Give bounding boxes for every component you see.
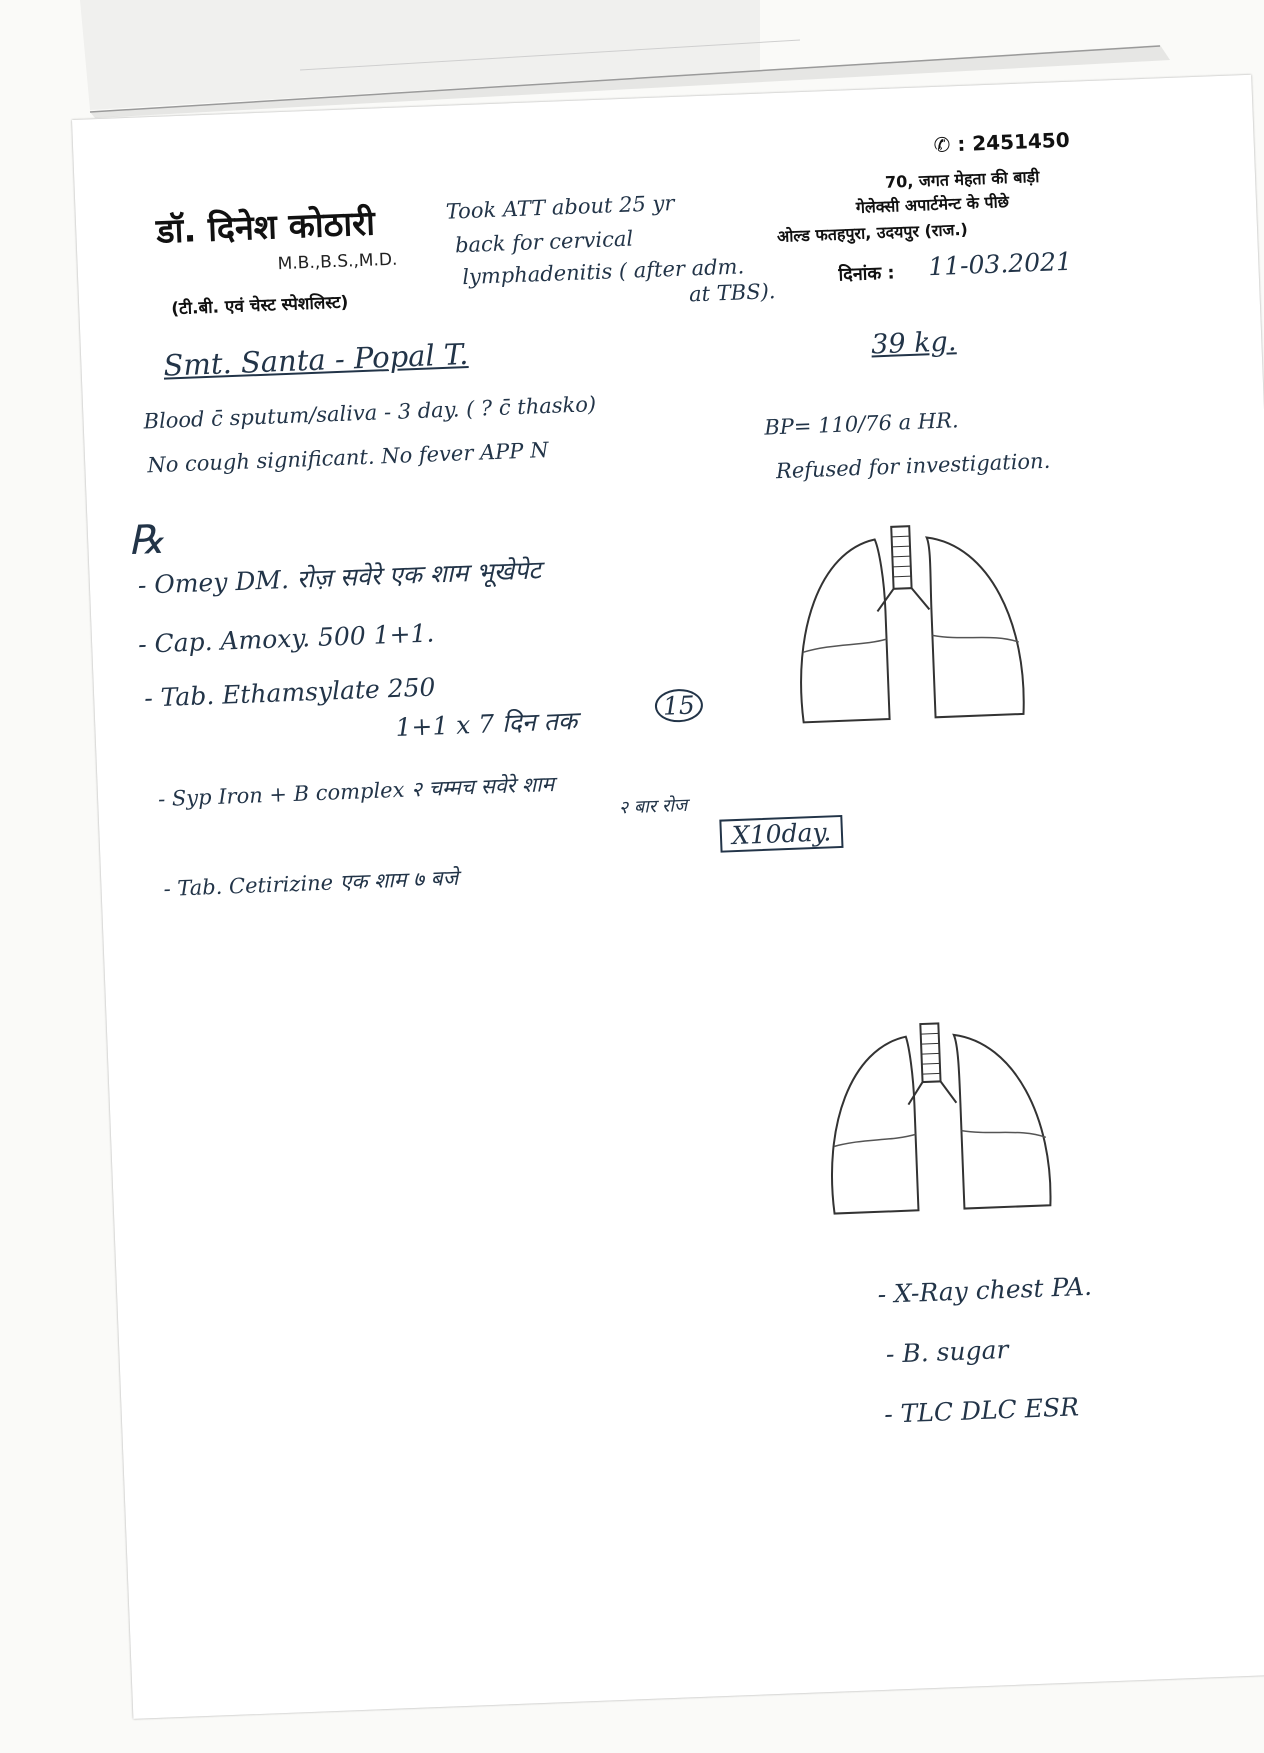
rx-item-3: - Tab. Ethamsylate 250	[143, 672, 436, 713]
history-line-1: Took ATT about 25 yr	[445, 190, 675, 224]
lung-diagram-lower	[807, 1012, 1074, 1222]
duration-box: X10day.	[719, 815, 843, 853]
lung-diagram-upper	[778, 513, 1046, 733]
blood-pressure: BP= 110/76 a HR.	[763, 408, 960, 440]
complaint-line-2: No cough significant. No fever APP N	[146, 437, 549, 478]
doctor-specialty: (टी.बी. एवं चेस्ट स्पेशलिस्ट)	[170, 292, 349, 320]
address-line-3: ओल्ड फतहपुरा, उदयपुर (राज.)	[776, 219, 969, 247]
history-line-3: lymphadenitis ( after adm.	[461, 254, 745, 290]
history-line-4: at TBS).	[688, 279, 776, 307]
doctor-degrees: M.B.,B.S.,M.D.	[277, 249, 398, 275]
patient-weight: 39 kg.	[870, 326, 957, 361]
rx-item-1: - Omey DM. रोज़ सवेरे एक शाम भूखेपेट	[137, 555, 542, 600]
address-line-2: गेलेक्सी अपार्टमेन्ट के पीछे	[855, 192, 1010, 217]
rx-item-4: - Syp Iron + B complex २ चम्मच सवेरे शाम	[157, 771, 555, 812]
patient-name: Smt. Santa - Popal T.	[162, 336, 469, 383]
phone-number: ✆ : 2451450	[933, 127, 1071, 157]
rx-item-3-dosage: 1+1 x 7 दिन तक	[395, 706, 578, 743]
investigation-blood-counts: - TLC DLC ESR	[883, 1392, 1080, 1429]
circled-quantity: 15	[654, 688, 703, 723]
date-label: दिनांक :	[838, 262, 896, 286]
rx-item-2: - Cap. Amoxy. 500 1+1.	[137, 618, 435, 659]
history-line-2: back for cervical	[454, 226, 634, 258]
complaint-line-1: Blood c̄ sputum/saliva - 3 day. ( ? c̄ thasko)	[143, 392, 597, 434]
investigation-refusal-note: Refused for investigation.	[775, 448, 1051, 484]
investigation-xray: - X-Ray chest PA.	[877, 1271, 1093, 1309]
doctor-name: डॉ. दिनेश कोठारी	[155, 203, 376, 252]
rx-item-5: - Tab. Cetirizine एक शाम ७ बजे	[163, 865, 459, 902]
prescription-sheet	[72, 75, 1264, 1719]
investigation-blood-sugar: - B. sugar	[885, 1334, 1009, 1369]
rx-symbol: ℞	[127, 516, 165, 565]
rx-item-4-frequency: २ बार रोज	[618, 794, 688, 819]
address-line-1: 70, जगत मेहता की बाड़ी	[884, 166, 1040, 192]
date-value: 11-03.2021	[927, 246, 1073, 282]
